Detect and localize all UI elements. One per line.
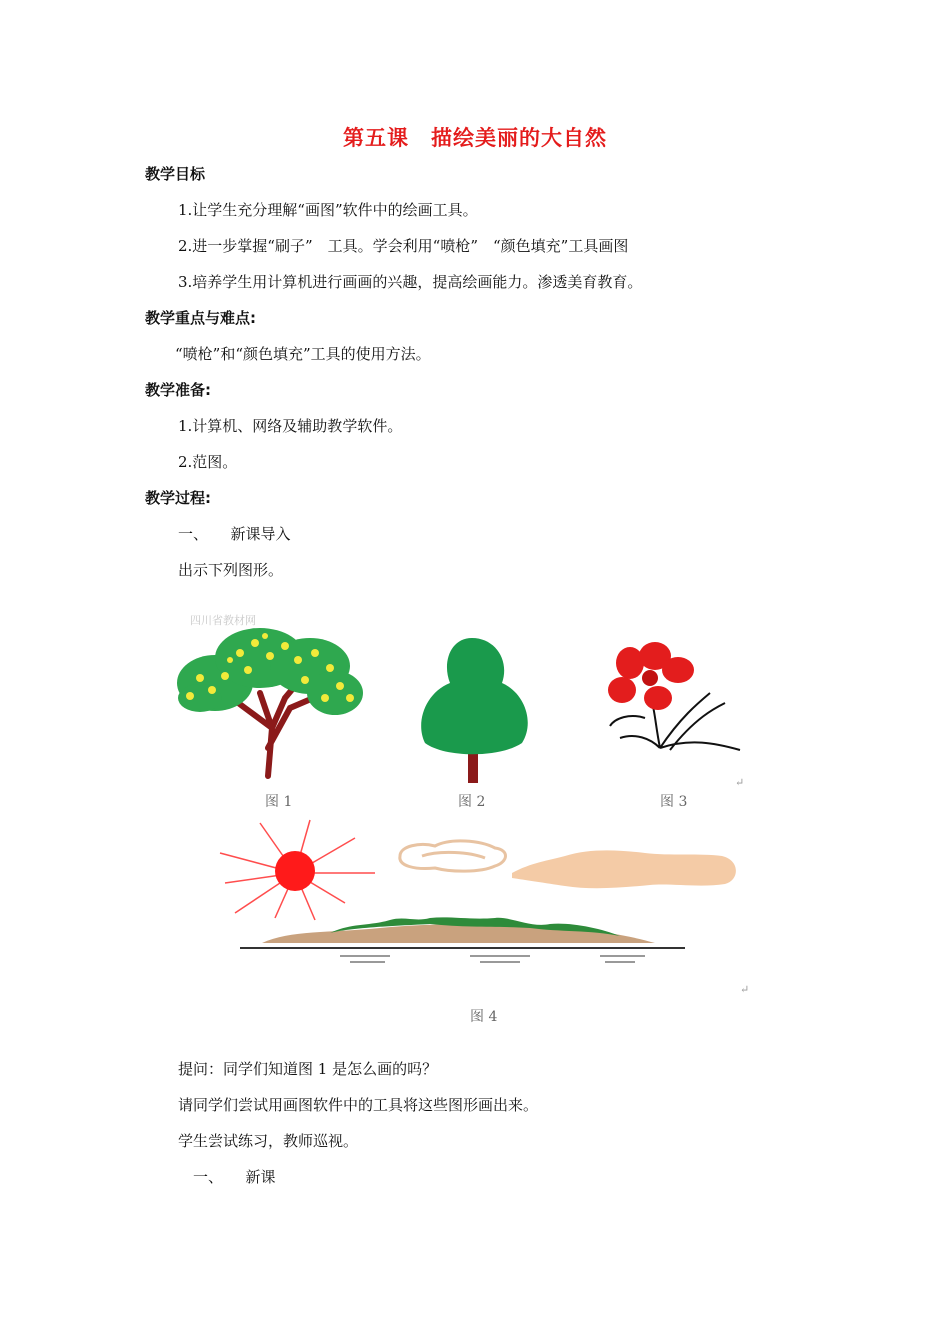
figure-2-caption: 图 2 <box>458 794 486 810</box>
process-heading: 教学过程: <box>145 489 211 507</box>
figure-1-caption: 图 1 <box>265 794 293 810</box>
prep-item-1: 1.计算机、网络及辅助教学软件。 <box>178 417 403 435</box>
step-1-heading: 一、 新课导入 <box>178 525 291 543</box>
goal-2: 2.进一步掌握“刷子” 工具。学会利用“喷枪” “颜色填充”工具画图 <box>178 237 629 255</box>
page-title: 第五课 描绘美丽的大自然 <box>343 126 607 150</box>
long-cloud-image <box>512 850 736 888</box>
preparation-heading: 教学准备: <box>145 381 211 399</box>
return-mark: ↵ <box>740 983 750 996</box>
sun-image <box>220 820 375 920</box>
island-image <box>240 917 685 962</box>
return-mark: ↵ <box>735 776 745 789</box>
step-2-heading: 一、 新课 <box>193 1168 276 1186</box>
question-1: 提问：同学们知道图 1 是怎么画的吗？ <box>178 1060 438 1078</box>
green-tree-image <box>421 638 528 783</box>
watermark-text: 四川省教材网 <box>190 614 256 627</box>
small-cloud-image <box>400 841 506 871</box>
figure-4-caption: 图 4 <box>470 1009 498 1025</box>
goal-3: 3.培养学生用计算机进行画画的兴趣，提高绘画能力。渗透美育教育。 <box>178 273 643 291</box>
goals-heading: 教学目标 <box>145 165 206 183</box>
figure-group <box>150 598 790 1038</box>
practice-text: 学生尝试练习，教师巡视。 <box>178 1132 359 1150</box>
illustrations <box>150 598 790 1038</box>
red-flower-image <box>608 642 740 750</box>
goal-1: 1.让学生充分理解“画图”软件中的绘画工具。 <box>178 201 478 219</box>
instruction-text: 请同学们尝试用画图软件中的工具将这些图形画出来。 <box>178 1096 539 1114</box>
tree-with-fruit-image <box>177 628 363 776</box>
figure-3-caption: 图 3 <box>660 794 688 810</box>
key-points-heading: 教学重点与难点: <box>145 309 256 327</box>
key-points-text: “喷枪”和“颜色填充”工具的使用方法。 <box>175 345 431 363</box>
step-1-text: 出示下列图形。 <box>178 561 284 579</box>
prep-item-2: 2.范图。 <box>178 453 238 471</box>
